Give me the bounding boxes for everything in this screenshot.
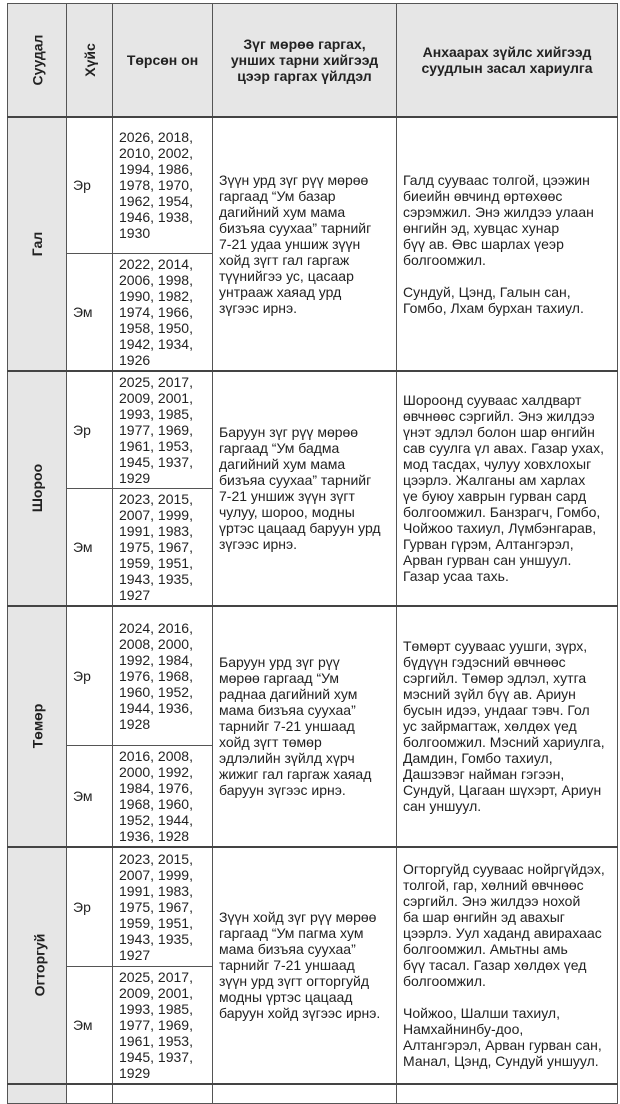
header-action: Зүг мөрөө гаргах, унших тарни хийгээд цээр гаргах үйлдэл [213,4,397,118]
years-cell [113,1084,213,1104]
years-cell: 2025, 2017, 2009, 2001, 1993, 1985, 1977, 1969, 1961, 1953, 1945, 1937, 1929 [113,966,213,1084]
header-gender: Хүйс [67,4,113,118]
table-row [8,847,618,966]
gender-cell: Эм [67,253,113,371]
action-cell: Баруун зүг рүү мөрөө гаргаад “Ум бадма дагийний хум мама бизъяа суухаа” тарнийг 7-21 уншиж зүүн зүгт чулуу, шороо, модны үртэс цацаад баруун урд зүгээс ирнэ. [213,371,397,606]
table-row [8,606,618,746]
years-cell: 2025, 2017, 2009, 2001, 1993, 1985, 1977, 1969, 1961, 1953, 1945, 1937, 1929 [113,371,213,489]
years-cell: 2023, 2015, 2007, 1999, 1991, 1983, 1975, 1967, 1959, 1951, 1943, 1935, 1927 [113,488,213,606]
action-cell [213,1084,397,1104]
notes-cell [397,1084,618,1104]
gender-cell: Эм [67,488,113,606]
gender-cell [67,1084,113,1104]
notes-cell: Шороонд сууваас халдварт өвчнөөс сэргийл. Энэ жилдээ үнэт эдлэл болон шар өнгийн сав суулга үл авах. Газар ухах, мод тасдах, чулуу ховхлохыг цээрлэ. Жалганы ам харлах үе буюу хаврын гурван сард болгоомжил. Банзрагч, Гомбо, Чойжоо тахиул, Лүмбэнгарав, Гурван гүрэм, Алтангэрэл, Арван гурван сан уншуул. Газар усаа тахь. [397,371,618,606]
table-row [8,1084,618,1104]
years-cell: 2022, 2014, 2006, 1998, 1990, 1982, 1974, 1966, 1958, 1950, 1942, 1934, 1926 [113,253,213,371]
action-cell: Зүүн урд зүг рүү мөрөө гаргаад “Ум базар дагийний хум мама бизъяа суухаа” тарнийг 7-21 удаа уншиж зүүн хойд зүгт гал гаргаж түүнийгээ ус, цасаар унтрааж хаяад урд зүгээс ирнэ. [213,117,397,371]
element-cell: Огторгуй [8,847,67,1084]
gender-cell: Эр [67,606,113,746]
action-cell: Зүүн хойд зүг рүү мөрөө гаргаад “Ум пагма хум мама бизъяа суухаа” тарнийг 7-21 уншаад зүүн урд зүгт огторгуйд модны үртэс цацаад баруун хойд зүгээс ирнэ. [213,847,397,1084]
element-cell: Төмөр [8,606,67,848]
table-row [8,371,618,489]
table-row [8,117,618,253]
gender-cell: Эм [67,966,113,1084]
gender-cell: Эм [67,746,113,848]
notes-cell: Огторгуйд сууваас нойргүйдэх, толгой, гар, хөлний өвчнөөс сэргийл. Энэ жилдээ нохой ба шар өнгийн эд авахыг цээрлэ. Уул хаданд авирахаас болгоомжил. Амьтны амь бүү тасал. Газар хөлдөх үед болгоомжил. Чойжоо, Шалши тахиул, Намхайнинбу-доо, Алтангэрэл, Арван гурван сан, Манал, Цэнд, Сундуй уншуул. [397,847,618,1084]
horoscope-table [7,3,618,1104]
years-cell: 2024, 2016, 2008, 2000, 1992, 1984, 1976, 1968, 1960, 1952, 1944, 1936, 1928 [113,606,213,746]
header-element: Суудал [8,4,67,118]
gender-cell: Эр [67,847,113,966]
years-cell: 2023, 2015, 2007, 1999, 1991, 1983, 1975, 1967, 1959, 1951, 1943, 1935, 1927 [113,847,213,966]
element-cell [8,1084,67,1104]
notes-cell: Галд сууваас толгой, цээжин биеийн өвчинд өртөхөөс сэрэмжил. Энэ жилдээ улаан өнгийн эд, хувцас хунар бүү ав. Өвс шарлах үеэр болгоомжил. Сундуй, Цэнд, Галын сан, Гомбо, Лхам бурхан тахиул. [397,117,618,371]
header-row [8,4,618,118]
element-cell: Шороо [8,371,67,606]
years-cell: 2026, 2018, 2010, 2002, 1994, 1986, 1978, 1970, 1962, 1954, 1946, 1938, 1930 [113,117,213,253]
header-birth-year: Төрсөн он [113,4,213,118]
years-cell: 2016, 2008, 2000, 1992, 1984, 1976, 1968, 1960, 1952, 1944, 1936, 1928 [113,746,213,848]
action-cell: Баруун урд зүг рүү мөрөө гаргаад “Ум раднаа дагийний хум мама бизъяа суухаа” тарнийг 7-21 уншаад хойд зүгт төмөр эдлэлийн зүйлд хүрч жижиг гал гаргаж хаяад баруун зүгээс ирнэ. [213,606,397,848]
notes-cell: Төмөрт сууваас уушги, зүрх, бүдүүн гэдэсний өвчнөөс сэргийл. Төмөр эдлэл, хутга мэсний зүйл бүү ав. Ариун бусын идээ, ундааг тэвч. Гол ус зайрмагтаж, хөлдөх үед болгоомжил. Мэсний хариулга, Дамдин, Гомбо тахиул, Дашзэвэг найман гэгээн, Сундуй, Цагаан шүхэрт, Ариун сан уншуул. [397,606,618,848]
gender-cell: Эр [67,371,113,489]
element-cell: Гал [8,117,67,371]
header-notes: Анхаарах зүйлс хийгээд суудлын засал хариулга [397,4,618,118]
gender-cell: Эр [67,117,113,253]
